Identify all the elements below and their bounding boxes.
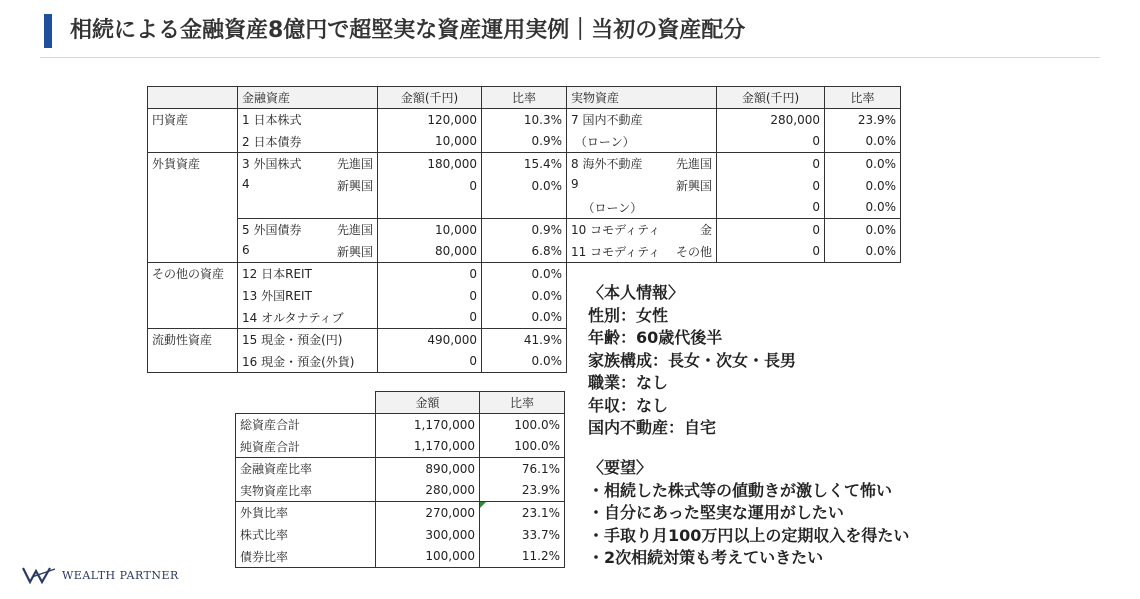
summary-ratio: 76.1%	[480, 458, 565, 480]
real-asset-name-cell: 11 コモディティ その他	[567, 241, 717, 263]
amount-cell: 80,000	[378, 241, 482, 263]
real-amount-cell: 280,000	[717, 109, 825, 131]
ratio-cell: 0.0%	[482, 175, 567, 197]
category-cell	[148, 351, 238, 373]
asset-name-cell: 4 新興国	[238, 175, 378, 197]
amount-cell: 0	[378, 175, 482, 197]
real-ratio-cell: 0.0%	[825, 219, 901, 241]
title-accent-bar	[44, 14, 52, 48]
summary-amount: 1,170,000	[376, 436, 480, 458]
category-cell: 円資産	[148, 109, 238, 131]
real-ratio-cell: 0.0%	[825, 241, 901, 263]
summary-table	[235, 391, 565, 568]
request-line: ・2次相続対策も考えていきたい	[588, 548, 824, 567]
header-cell: 比率	[480, 392, 565, 414]
header-cell: 金融資産	[238, 87, 378, 109]
category-cell: その他の資産	[148, 263, 238, 285]
table-row	[148, 175, 901, 197]
profile-line: 家族構成：長女・次女・長男	[588, 350, 797, 370]
asset-name-cell	[238, 197, 378, 219]
company-logo	[22, 566, 179, 584]
table-row	[148, 219, 901, 241]
summary-label: 株式比率	[236, 524, 376, 546]
table-row	[148, 241, 901, 263]
summary-amount: 270,000	[376, 502, 480, 524]
summary-ratio: 100.0%	[480, 436, 565, 458]
table-row	[236, 480, 565, 502]
table-row	[236, 546, 565, 568]
asset-name-cell: 3 外国株式 先進国	[238, 153, 378, 175]
real-amount-cell: 0	[717, 219, 825, 241]
ratio-cell: 0.0%	[482, 351, 567, 373]
ratio-cell: 41.9%	[482, 329, 567, 351]
asset-name-cell: 5 外国債券 先進国	[238, 219, 378, 241]
real-ratio-cell: 23.9%	[825, 109, 901, 131]
asset-name-cell: 1 日本株式	[238, 109, 378, 131]
ratio-cell: 0.9%	[482, 219, 567, 241]
real-amount-cell: 0	[717, 241, 825, 263]
header-cell	[148, 87, 238, 109]
profile-section	[588, 282, 796, 440]
real-asset-name-cell: （ローン）	[567, 197, 717, 219]
table-row	[148, 153, 901, 175]
summary-label: 外貨比率	[236, 502, 376, 524]
request-line: ・手取り月100万円以上の定期収入を得たい	[588, 525, 910, 545]
summary-amount: 300,000	[376, 524, 480, 546]
ratio-cell: 15.4%	[482, 153, 567, 175]
requests-section	[588, 457, 909, 570]
real-asset-name-cell: 9 新興国	[567, 175, 717, 197]
requests-heading: 〈要望〉	[588, 458, 653, 477]
asset-name-cell: 12 日本REIT	[238, 263, 378, 285]
asset-name-cell: 13 外国REIT	[238, 285, 378, 307]
real-amount-cell: 0	[717, 153, 825, 175]
summary-label: 債券比率	[236, 546, 376, 568]
category-cell	[148, 241, 238, 263]
ratio-cell: 10.3%	[482, 109, 567, 131]
summary-amount: 280,000	[376, 480, 480, 502]
table-row	[236, 502, 565, 524]
title-divider	[40, 57, 1100, 58]
amount-cell: 0	[378, 263, 482, 285]
real-ratio-cell: 0.0%	[825, 153, 901, 175]
header-cell: 金額(千円)	[378, 87, 482, 109]
ratio-cell: 0.0%	[482, 307, 567, 329]
summary-ratio: 23.9%	[480, 480, 565, 502]
amount-cell: 10,000	[378, 219, 482, 241]
profile-line: 年齢：60歳代後半	[588, 328, 723, 347]
amount-cell: 10,000	[378, 131, 482, 153]
real-ratio-cell: 0.0%	[825, 131, 901, 153]
amount-cell	[378, 197, 482, 219]
summary-label: 総資産合計	[236, 414, 376, 436]
page-title: 相続による金融資産8億円で超堅実な資産運用実例｜当初の資産配分	[70, 18, 746, 43]
summary-ratio: 33.7%	[480, 524, 565, 546]
real-ratio-cell: 0.0%	[825, 197, 901, 219]
asset-name-cell: 14 オルタナティブ	[238, 307, 378, 329]
logo-text: WEALTH PARTNER	[62, 568, 179, 582]
real-asset-name-cell: 10 コモディティ 金	[567, 219, 717, 241]
request-line: ・相続した株式等の値動きが激しくて怖い	[588, 480, 893, 500]
ratio-cell: 6.8%	[482, 241, 567, 263]
wealth-partner-logo-icon	[22, 566, 56, 584]
amount-cell: 0	[378, 307, 482, 329]
category-cell: 流動性資産	[148, 329, 238, 351]
ratio-cell: 0.0%	[482, 285, 567, 307]
category-cell	[148, 175, 238, 197]
category-cell	[148, 307, 238, 329]
summary-label: 金融資産比率	[236, 458, 376, 480]
asset-name-cell: 15 現金・預金(円)	[238, 329, 378, 351]
summary-amount: 1,170,000	[376, 414, 480, 436]
header-cell: 比率	[482, 87, 567, 109]
ratio-cell: 0.0%	[482, 263, 567, 285]
header-cell: 金額	[376, 392, 480, 414]
summary-ratio: 11.2%	[480, 546, 565, 568]
table-header-row	[148, 87, 901, 109]
table-row	[236, 524, 565, 546]
table-header-row	[236, 392, 565, 414]
table-row	[236, 436, 565, 458]
real-asset-name-cell: （ローン）	[567, 131, 717, 153]
table-row	[148, 197, 901, 219]
table-row	[236, 458, 565, 480]
ratio-cell: 0.9%	[482, 131, 567, 153]
amount-cell: 120,000	[378, 109, 482, 131]
amount-cell: 0	[378, 351, 482, 373]
summary-ratio: 23.1%	[480, 502, 565, 524]
real-asset-name-cell: 7 国内不動産	[567, 109, 717, 131]
table-row	[148, 109, 901, 131]
asset-name-cell: 6 新興国	[238, 241, 378, 263]
header-cell: 実物資産	[567, 87, 717, 109]
asset-name-cell: 16 現金・預金(外貨)	[238, 351, 378, 373]
real-amount-cell: 0	[717, 131, 825, 153]
category-cell	[148, 219, 238, 241]
category-cell: 外貨資産	[148, 153, 238, 175]
real-amount-cell: 0	[717, 175, 825, 197]
header-cell: 比率	[825, 87, 901, 109]
summary-label: 純資産合計	[236, 436, 376, 458]
ratio-cell	[482, 197, 567, 219]
profile-line: 性別：女性	[588, 305, 669, 325]
summary-amount: 890,000	[376, 458, 480, 480]
header-cell	[236, 392, 376, 414]
summary-label: 実物資産比率	[236, 480, 376, 502]
asset-name-cell: 2 日本債券	[238, 131, 378, 153]
table-row	[148, 131, 901, 153]
profile-heading: 〈本人情報〉	[588, 283, 685, 302]
profile-line: 職業：なし	[588, 373, 669, 392]
amount-cell: 490,000	[378, 329, 482, 351]
amount-cell: 0	[378, 285, 482, 307]
summary-ratio: 100.0%	[480, 414, 565, 436]
category-cell	[148, 131, 238, 153]
category-cell	[148, 285, 238, 307]
table-row	[236, 414, 565, 436]
profile-line: 年収：なし	[588, 395, 669, 415]
profile-line: 国内不動産：自宅	[588, 418, 717, 437]
category-cell	[148, 197, 238, 219]
header-cell: 金額(千円)	[717, 87, 825, 109]
request-line: ・自分にあった堅実な運用がしたい	[588, 503, 844, 522]
real-amount-cell: 0	[717, 197, 825, 219]
summary-amount: 100,000	[376, 546, 480, 568]
real-ratio-cell: 0.0%	[825, 175, 901, 197]
real-asset-name-cell: 8 海外不動産 先進国	[567, 153, 717, 175]
amount-cell: 180,000	[378, 153, 482, 175]
